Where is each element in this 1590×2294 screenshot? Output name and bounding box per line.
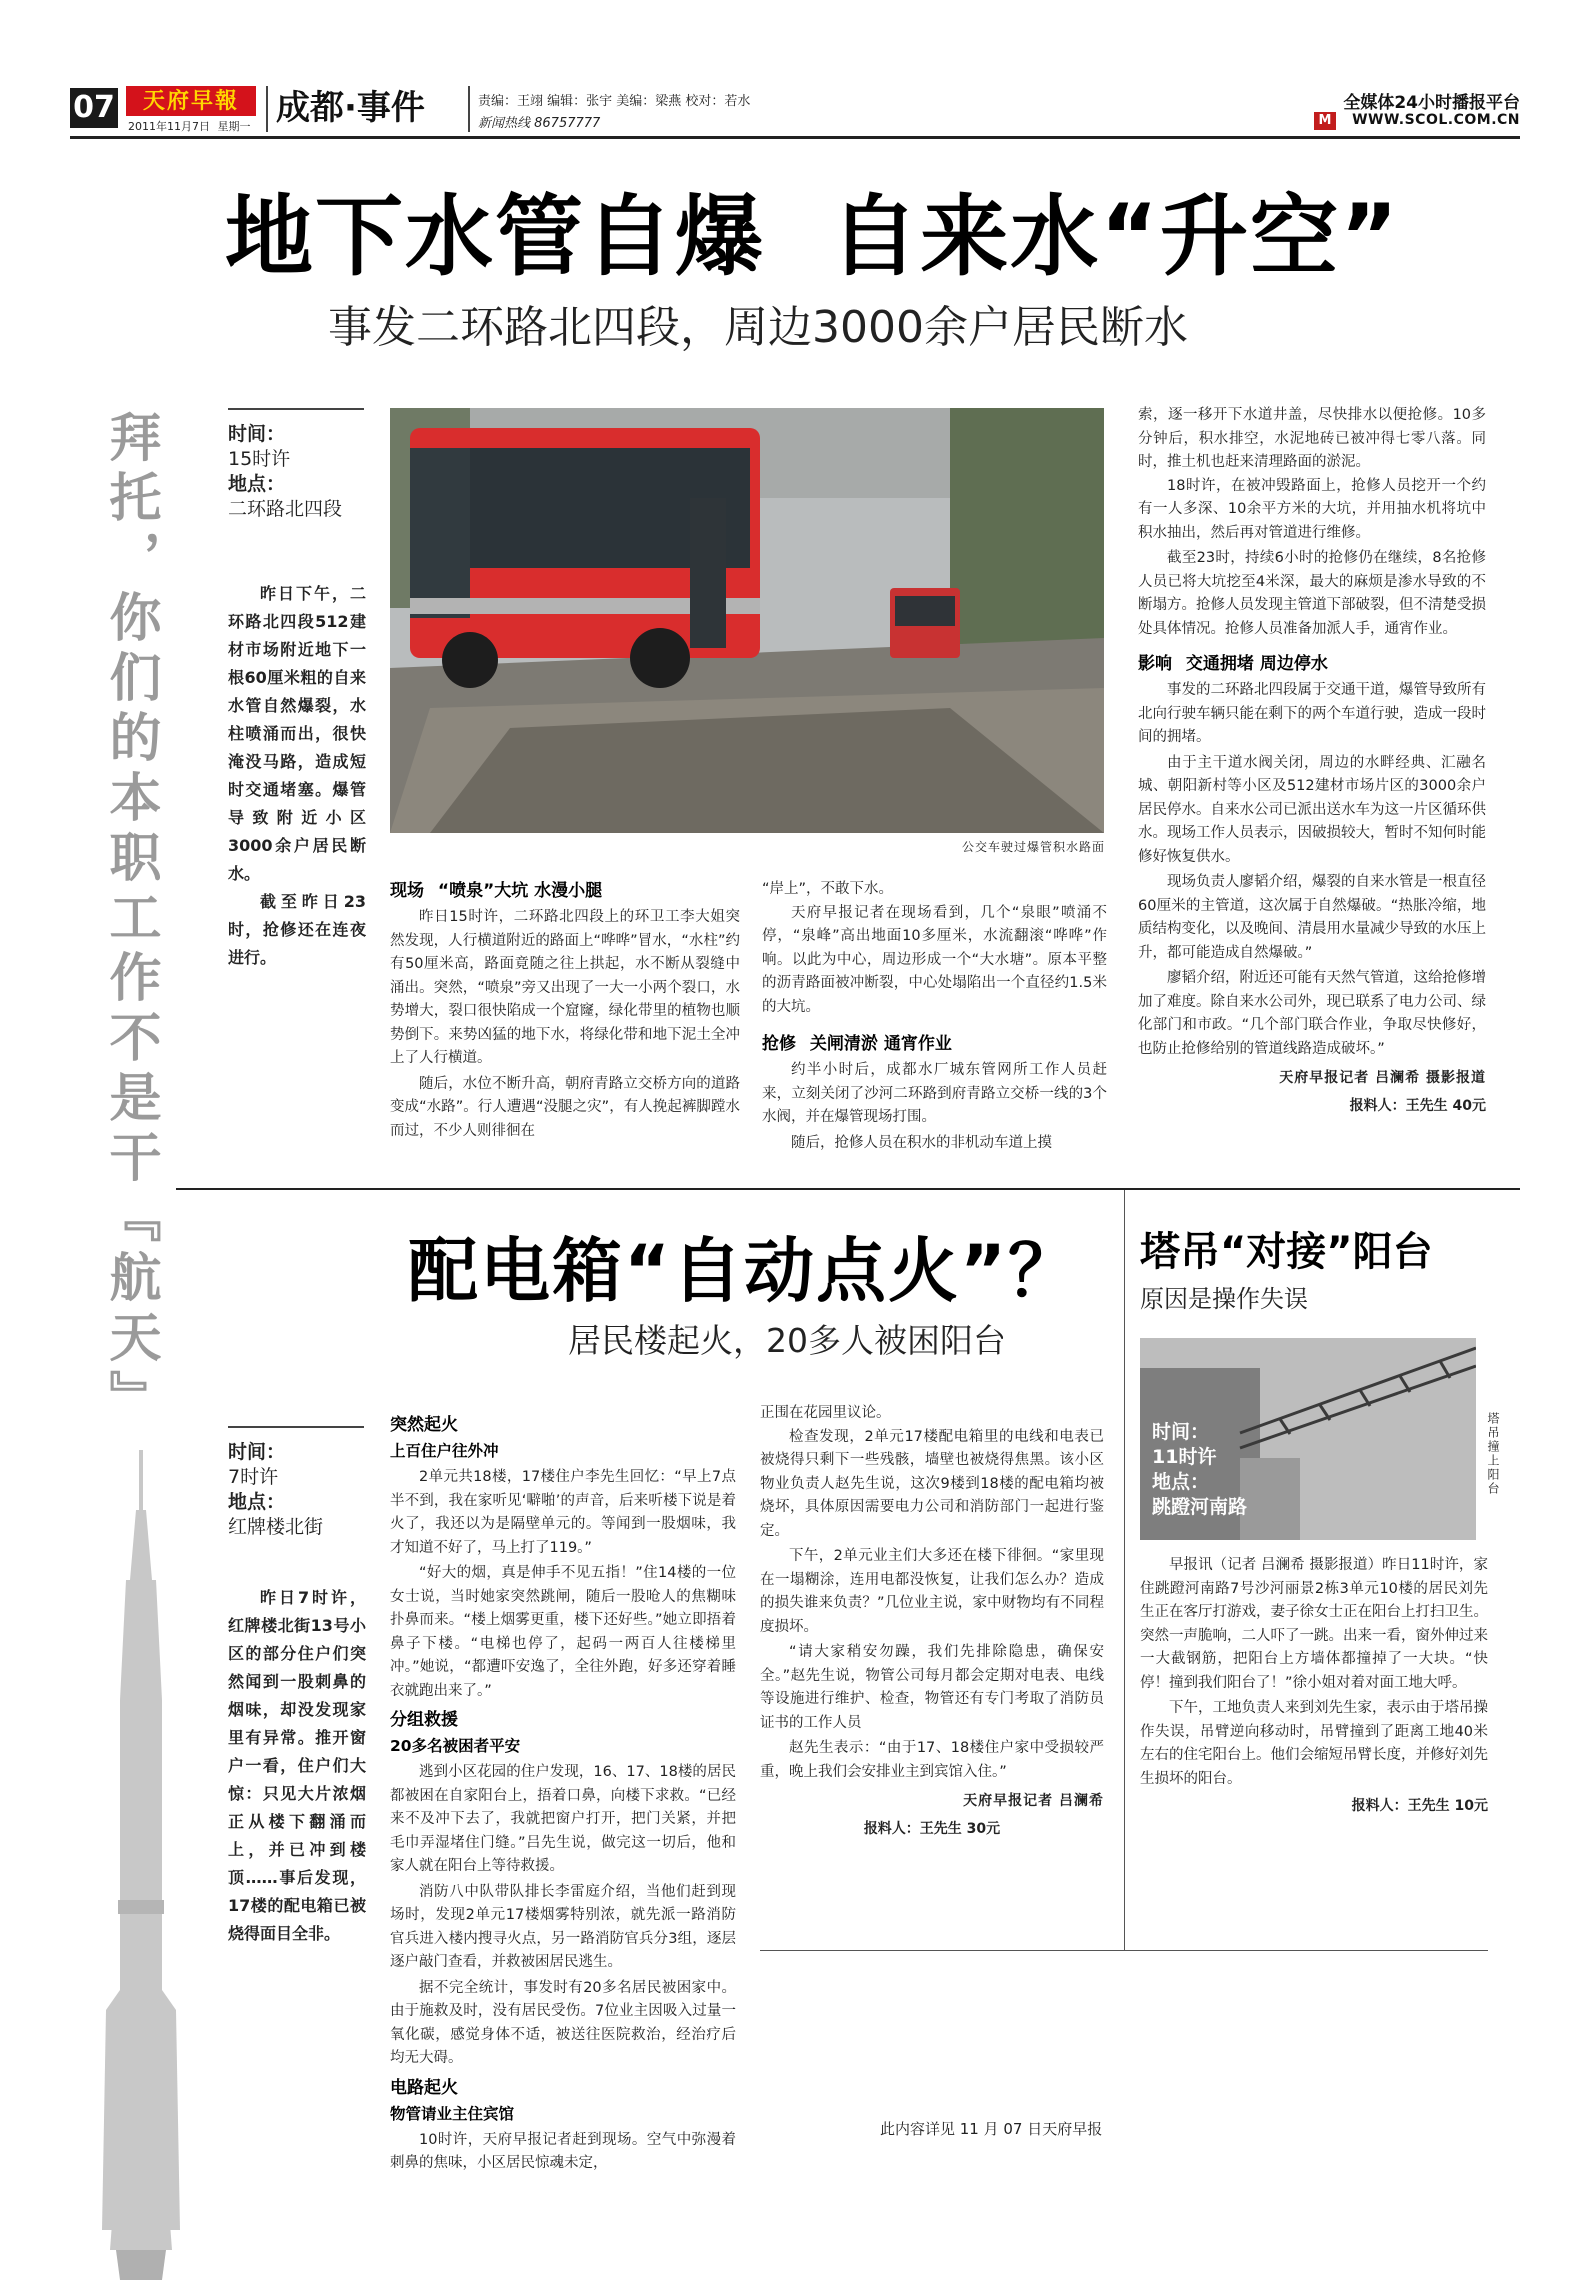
section-subheading: 20多名被困者平安 xyxy=(390,1737,521,1755)
tipster: 报料人：王先生 10元 xyxy=(1351,1798,1488,1814)
body-paragraph: 约半小时后，成都水厂城东管网所工作人员赶来，立刻关闭了沙河二环路到府青路立交桥一线的3个水阀，并在爆管现场打围。 xyxy=(762,1062,1107,1125)
site-logo-box xyxy=(1314,112,1336,130)
news-hotline: 新闻热线 86757777 xyxy=(478,116,601,131)
date-text: 2011年11月7日 xyxy=(128,120,210,133)
bus-wheel xyxy=(442,632,498,688)
body-paragraph: 消防八中队带队排长李雷庭介绍，当他们赶到现场时，发现2单元17楼烟雾特别浓，就先派一路消防官兵进入楼内搜寻火点，另一路消防官兵分3组，逐层逐户敲门查看，并救被困居民逃生。 xyxy=(390,1883,736,1970)
time-value: 7时许 xyxy=(228,1466,279,1488)
bus-wheel xyxy=(630,628,690,688)
section-heading: 分组救援 xyxy=(390,1710,458,1730)
section-heading: 电路起火 xyxy=(390,2077,458,2098)
weekday-text: 星期一 xyxy=(217,120,251,133)
time-value: 11时许 xyxy=(1152,1446,1217,1468)
place-value: 红牌楼北街 xyxy=(228,1516,324,1538)
article2-headline: 配电箱“自动点火”？ xyxy=(408,1230,1081,1312)
photo-trees-right xyxy=(950,408,1104,658)
masthead-rule xyxy=(70,136,1520,139)
article1-info-box xyxy=(228,408,364,522)
article2-info-box xyxy=(228,1426,364,1540)
time-label: 时间： xyxy=(228,1441,286,1463)
tipster: 报料人：王先生 40元 xyxy=(1349,1097,1486,1114)
article1-lead xyxy=(228,580,366,972)
section-heading xyxy=(1138,653,1486,676)
section-subheading: 物管请业主住宾馆 xyxy=(390,2104,515,2123)
paper-logo: 天府早報 xyxy=(126,86,256,116)
article1-headline: 地下水管自爆 自来水“升空” xyxy=(225,185,1400,288)
article3-headline: 塔吊“对接”阳台 xyxy=(1140,1229,1433,1275)
story-end-rule xyxy=(760,1950,1488,1951)
rocket-engine xyxy=(110,2144,172,2250)
issue-date xyxy=(128,118,251,134)
rocket-nose-cone xyxy=(120,1580,162,1700)
rocket-antenna xyxy=(139,1450,143,1510)
byline: 天府早报记者 吕澜希 xyxy=(963,1793,1104,1809)
time-label: 时间： xyxy=(1152,1421,1210,1443)
bus-door xyxy=(690,498,726,648)
place-value: 跳蹬河南路 xyxy=(1152,1496,1248,1518)
section-title: 关闸清淤 通宵作业 xyxy=(809,1034,952,1054)
body-paragraph: 2单元共18楼，17楼住户李先生回忆：“早上7点半不到，我在家听见‘噼啪’的声音，后来听楼下说是着火了，我还以为是隔壁单元的。等闻到一股烟味，我才知道不好了，马上打了119。” xyxy=(390,1469,736,1556)
time-label: 时间： xyxy=(228,423,286,445)
photo-balcony xyxy=(1240,1458,1300,1540)
article2-lead xyxy=(228,1584,366,1948)
body-paragraph: 18时许，在被冲毁路面上，抢修人员挖开一个约有一人多深、10余平方米的大坑，并用抽水机将坑中积水抽出，然后再对管道进行维修。 xyxy=(1138,477,1486,541)
body-paragraph: 天府早报记者在现场看到，几个“泉眼”喷涌不停，“泉峰”高出地面10多厘米，水流翻滚“哗哗”作响。以此为中心，周边形成一个“大水塘”。原本平整的沥青路面被冲断裂，中心处塌陷出一个直径约1.5米的大坑。 xyxy=(762,904,1107,1015)
body-paragraph: 检查发现，2单元17楼配电箱里的电线和电表已被烧得只剩下一些残骸，墙壁也被烧得焦黑。该小区物业负责人赵先生说，这次9楼到18楼的配电箱均被烧坏，具体原因需要电力公司和消防部门一起进行鉴定。 xyxy=(760,1428,1104,1539)
body-paragraph: 逃到小区花园的住户发现，16、17、18楼的居民都被困在自家阳台上，捂着口鼻，向楼下求救。“已经来不及冲下去了，我就把窗户打开，把门关紧，并把毛巾弄湿堵住门缝。”吕先生说，做完这一切后，他和家人就在阳台上等待救援。 xyxy=(390,1764,736,1874)
body-paragraph: 随后，抢修人员在积水的非机动车道上摸 xyxy=(791,1134,1052,1151)
body-paragraph: 现场负责人廖韬介绍，爆裂的自来水管是一根直径60厘米的主管道，这次属于自然爆破。“热胀冷缩，地质结构变化，以及晚间、清晨用水量减少导致的水压上升，都可能造成自然爆破。” xyxy=(1138,874,1486,961)
article1-column-2 xyxy=(762,878,1107,1157)
place-label: 地点： xyxy=(1152,1471,1210,1493)
section-title: 交通拥堵 周边停水 xyxy=(1185,654,1328,674)
body-continued: 正围在花园里议论。 xyxy=(760,1405,891,1421)
body-paragraph: “请大家稍安勿躁，我们先排除隐患，确保安全。”赵先生说，物管公司每月都会定期对电表、电线等设施进行维护、检查，物管还有专门考取了消防员证书的工作人员 xyxy=(760,1644,1104,1731)
body-paragraph: 截至23时，持续6小时的抢修仍在继续，8名抢修人员已将大坑挖至4米深，最大的麻烦是渗水导致的不断塌方。抢修人员发现主管道下部破裂，但不清楚受损处具体情况。抢修人员准备加派人手，通宵作业。 xyxy=(1138,550,1486,637)
photo-caption: 公交车驶过爆管积水路面 xyxy=(961,840,1105,854)
article2-column-2 xyxy=(760,1402,1104,1841)
body-paragraph: 10时许，天府早报记者赶到现场。空气中弥漫着刺鼻的焦味，小区居民惊魂未定， xyxy=(390,2131,736,2171)
tipster: 报料人：王先生 30元 xyxy=(863,1820,1001,1837)
page-number: 07 xyxy=(70,88,118,128)
place-value: 二环路北四段 xyxy=(228,498,343,520)
place-label: 地点： xyxy=(228,1491,286,1513)
section-label: 抢修 xyxy=(762,1034,796,1054)
vertical-banner: 拜托，你们的本职工作不是干『航天』 xyxy=(100,410,161,1430)
section-title: 成都·事件 xyxy=(276,88,425,128)
article1-subheadline: 事发二环路北四段，周边3000余户居民断水 xyxy=(328,302,1188,353)
article2-subheadline: 居民楼起火，20多人被困阳台 xyxy=(568,1321,1006,1360)
header-divider xyxy=(266,86,268,132)
body-paragraph: 赵先生表示：“由于17、18楼住户家中受损较严重，晚上我们会安排业主到宾馆入住。” xyxy=(760,1740,1104,1780)
rocket-nozzle xyxy=(116,2250,166,2280)
bus-flood-photo xyxy=(390,408,1104,833)
body-continued: 索，逐一移开下水道井盖，尽快排水以便抢修。10多分钟后，积水排空，水泥地砖已被冲得七零八落。同时，推土机也赶来清理路面的淤泥。 xyxy=(1138,407,1486,470)
masthead xyxy=(70,86,1520,134)
body-paragraph: “好大的烟，真是伸手不见五指！”住14楼的一位女士说，当时她家突然跳闸，随后一股呛人的焦糊味扑鼻而来。“楼上烟雾更重，楼下还好些。”她立即捂着鼻子下楼。“电梯也停了，起码一两百人往楼梯里冲。”她说，“都遭吓安逸了，全往外跑，好多还穿着睡衣就跑出来了。” xyxy=(390,1565,736,1699)
bus-distant-window xyxy=(895,596,955,626)
photo-caption: 塔吊撞上阳台 xyxy=(1486,1412,1500,1496)
body-continued: “岸上”，不敢下水。 xyxy=(762,881,894,897)
rocket-band xyxy=(118,1900,164,1914)
section-label: 影响 xyxy=(1138,654,1172,674)
story-divider xyxy=(176,1188,1520,1190)
website-link[interactable]: WWW.SCOL.COM.CN xyxy=(1352,112,1520,128)
rocket-escape-tower xyxy=(130,1510,152,1580)
body-paragraph: 随后，水位不断升高，朝府青路立交桥方向的道路变成“水路”。行人遭遇“没腿之灾”，有人挽起裤脚蹚水而过，不少人则徘徊在 xyxy=(390,1075,740,1139)
article3-info-box xyxy=(1152,1420,1247,1520)
section-heading xyxy=(390,880,740,903)
body-paragraph: 廖韬介绍，附近还可能有天然气管道，这给抢修增加了难度。除自来水公司外，现已联系了电力公司、绿化部门和市政。“几个部门联合作业，争取尽快修好，也防止抢修给别的管道线路造成破坏。” xyxy=(1138,970,1486,1057)
section-heading xyxy=(762,1033,1107,1056)
section-subheading: 上百住户往外冲 xyxy=(390,1442,499,1460)
article2-column-1 xyxy=(390,1408,736,2178)
footer-note: 此内容详见 11 月 07 日天府早报 xyxy=(880,2120,1103,2138)
time-value: 15时许 xyxy=(228,448,291,470)
body-paragraph: 下午，工地负责人来到刘先生家，表示由于塔吊操作失误，吊臂逆向移动时，吊臂撞到了距离工地40米左右的住宅阳台上。他们会缩短吊臂长度，并修好刘先生损坏的阳台。 xyxy=(1140,1700,1488,1787)
media-platform: 全媒体24小时播报平台 xyxy=(1343,93,1520,113)
section-label: 现场 xyxy=(390,881,424,901)
body-paragraph: 事发的二环路北四段属于交通干道，爆管导致所有北向行驶车辆只能在剩下的两个车道行驶，造成一段时间的拥堵。 xyxy=(1138,682,1486,745)
section-title: “喷泉”大坑 水漫小腿 xyxy=(437,881,603,901)
rocket-body-upper xyxy=(120,1700,162,1900)
byline: 天府早报记者 吕澜希 摄影报道 xyxy=(1279,1070,1486,1086)
article3-body xyxy=(1140,1554,1488,1819)
article1-column-1 xyxy=(390,874,740,1145)
body-paragraph: 由于主干道水阀关闭，周边的水畔经典、汇融名城、朝阳新村等小区及512建材市场片区的3000余户居民停水。自来水公司已派出送水车为这一片区循环供水。现场工作人员表示，因破损较大，暂时不知何时能修好恢复供水。 xyxy=(1138,754,1486,865)
place-label: 地点： xyxy=(228,473,286,495)
editor-credits: 责编：王翊 编辑：张宇 美编：梁燕 校对：若水 xyxy=(478,94,751,109)
lead-paragraph: 昨日7时许，红牌楼北街13号小区的部分住户们突然闻到一股刺鼻的烟味，却没发现家里有异常。推开窗户一看，住户们大惊：只见大片浓烟正从楼下翻涌而上，并已冲到楼顶……事后发现，17楼的配电箱已被烧得面目全非。 xyxy=(228,1588,366,1943)
header-divider-2 xyxy=(468,86,470,132)
site-logo-icon: M xyxy=(1318,113,1332,128)
body-paragraph: 据不完全统计，事发时有20多名居民被困家中。由于施救及时，没有居民受伤。7位业主因吸入过量一氧化碳，感觉身体不适，被送往医院救治，经治疗后均无大碍。 xyxy=(390,1979,736,2066)
bus-front-glass xyxy=(410,448,470,618)
rocket-body-lower xyxy=(120,1914,162,2144)
lead-paragraph: 截至昨日23时，抢修还在连夜进行。 xyxy=(228,892,366,967)
article1-column-3 xyxy=(1138,404,1486,1118)
body-paragraph: 早报讯（记者 吕澜希 摄影报道）昨日11时许，家住跳蹬河南路7号沙河丽景2栋3单元10楼的居民刘先生正在客厅打游戏，妻子徐女士正在阳台上打扫卫生。突然一声脆响，二人吓了一跳。出来一看，窗外伸过来一大截钢筋，把阳台上方墙体都撞掉了一大块。“快停！撞到我们阳台了！”徐小姐对着对面工地大呼。 xyxy=(1140,1557,1488,1691)
body-paragraph: 昨日15时许，二环路北四段上的环卫工李大姐突然发现，人行横道附近的路面上“哗哗”冒水，“水柱”约有50厘米高，路面竟随之往上拱起，水不断从裂缝中涌出。突然，“喷泉”旁又出现了一大一小两个裂口，水势增大，裂口很快陷成一个窟窿，绿化带里的植物也顺势倒下。来势凶猛的地下水，将绿化带和地下泥土全冲上了人行横道。 xyxy=(390,909,740,1066)
rocket-illustration xyxy=(96,1450,186,2280)
section-heading: 突然起火 xyxy=(390,1415,458,1435)
body-paragraph: 下午，2单元业主们大多还在楼下徘徊。“家里现在一塌糊涂，连用电都没恢复，让我们怎么办？造成的损失谁来负责？”几位业主说，家中财物均有不同程度损坏。 xyxy=(760,1548,1104,1635)
lead-paragraph: 昨日下午，二环路北四段512建材市场附近地下一根60厘米粗的自来水管自然爆裂，水柱喷涌而出，很快淹没马路，造成短时交通堵塞。爆管导致附近小区3000余户居民断水。 xyxy=(228,584,366,883)
article3-subheadline: 原因是操作失误 xyxy=(1140,1285,1308,1313)
